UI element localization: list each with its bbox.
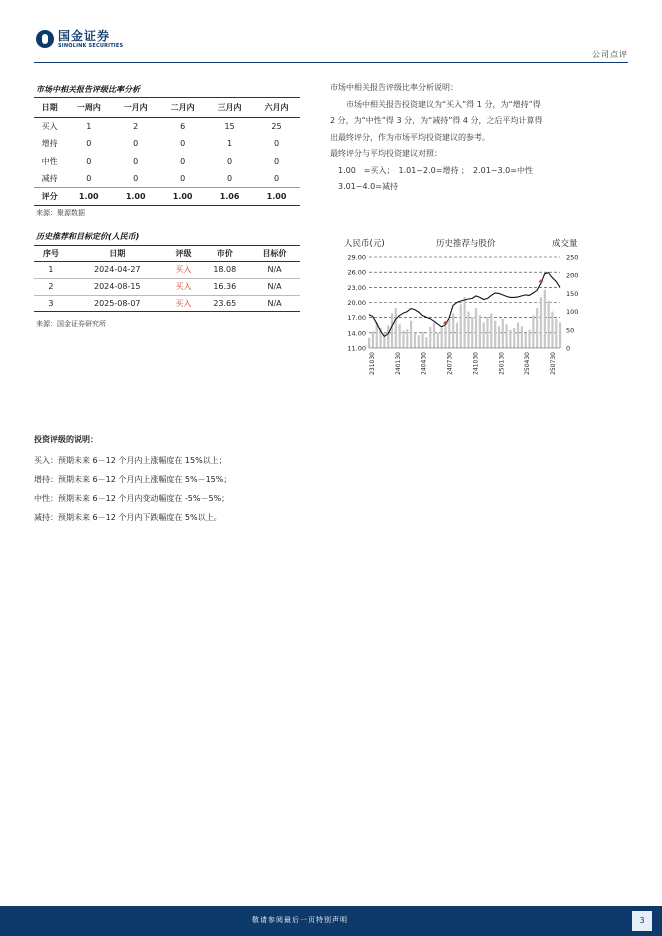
history-table-title: 历史推荐和目标定价(人民币)	[36, 232, 140, 241]
history-col-header: 评级	[167, 246, 201, 262]
volume-bar	[421, 332, 423, 348]
x-tick-label: 240730	[446, 352, 454, 375]
table-cell: 2024-08-15	[68, 278, 167, 295]
x-tick-label: 250730	[550, 352, 557, 375]
table-cell: 3	[48, 298, 54, 308]
rating-definition: 增持：预期未来 6－12 个月内上涨幅度在 5%－15%；	[34, 475, 232, 484]
header-divider	[34, 62, 628, 63]
table-cell: 0	[227, 174, 233, 184]
table-cell: 0	[133, 174, 139, 184]
volume-bar	[490, 313, 492, 348]
note-line: 2 分，为“中性”得 3 分，为“减持”得 4 分，之后平均计算得	[330, 116, 543, 125]
volume-bar	[444, 326, 446, 348]
logo-icon	[36, 30, 54, 48]
volume-bar	[540, 297, 542, 348]
rating-col-header: 二月内	[159, 98, 206, 118]
y-tick-label: 14.00	[347, 329, 366, 338]
volume-bar	[437, 333, 439, 348]
table-cell: 1.00	[65, 188, 112, 206]
table-cell: 1.06	[206, 188, 253, 206]
rating-explanation	[34, 430, 231, 527]
rating-table-title: 市场中相关报告评级比率分析	[36, 85, 140, 94]
rating-definition: 中性：预期未来 6－12 个月内变动幅度在 -5%－5%；	[34, 494, 230, 503]
table-cell: 0	[180, 156, 186, 166]
table-cell: 15	[224, 122, 235, 132]
y2-tick-label: 250	[566, 253, 579, 262]
volume-bar	[399, 324, 401, 348]
table-cell: 0	[86, 174, 92, 184]
volume-bar	[544, 290, 546, 348]
chart-canvas	[336, 232, 584, 382]
table-cell: N/A	[267, 298, 282, 308]
volume-bar	[517, 323, 519, 348]
table-cell: 评分	[34, 188, 65, 206]
y2-tick-label: 50	[566, 326, 575, 335]
rating-col-header: 一月内	[112, 98, 159, 118]
rating-col-header: 六月内	[253, 98, 300, 118]
table-row	[34, 188, 300, 206]
volume-bar	[448, 319, 450, 348]
history-table-source: 来源：国金证券研究所	[36, 320, 106, 328]
volume-bar	[471, 317, 473, 348]
volume-bar	[525, 333, 527, 348]
volume-bar	[376, 323, 378, 348]
table-cell: 增持	[41, 139, 58, 149]
table-cell: 买入	[175, 298, 192, 308]
volume-bar	[479, 315, 481, 348]
table-row	[34, 153, 300, 171]
table-cell: 23.65	[213, 298, 237, 308]
y2-tick-label: 150	[566, 289, 579, 298]
page-footer	[0, 906, 662, 936]
y2-tick-label: 200	[566, 271, 579, 280]
table-cell: 0	[273, 139, 280, 149]
table-row	[34, 278, 300, 295]
volume-bar	[536, 308, 538, 348]
note-line: 出最终评分，作为市场平均投资建议的参考。	[330, 132, 490, 142]
volume-bar	[506, 324, 508, 348]
volume-bar	[513, 328, 515, 348]
table-cell: 0	[133, 139, 139, 149]
volume-bar	[418, 335, 420, 348]
volume-bar	[528, 330, 530, 348]
history-recommendation-table	[34, 245, 300, 312]
x-tick-label: 231030	[369, 352, 376, 375]
table-cell: 0	[273, 156, 280, 166]
table-row	[34, 135, 300, 153]
table-cell: 0	[86, 156, 92, 166]
y2-tick-label: 0	[566, 344, 571, 353]
volume-bar	[483, 323, 485, 348]
table-cell: 0	[180, 174, 186, 184]
volume-bar	[410, 321, 412, 348]
table-row	[34, 262, 300, 279]
x-tick-label: 240430	[420, 352, 428, 375]
volume-bar	[532, 315, 534, 348]
volume-bar	[395, 308, 397, 348]
x-tick-label: 240130	[394, 352, 402, 375]
volume-bar	[414, 333, 416, 348]
volume-bar	[433, 323, 435, 348]
rating-ratio-table	[34, 97, 300, 206]
rating-table-source: 来源：聚源数据	[36, 209, 85, 217]
logo-name-cn: 国金证券	[58, 28, 111, 43]
table-cell: 16.36	[201, 278, 250, 295]
volume-bar	[548, 301, 550, 348]
volume-bar	[486, 317, 488, 348]
y-tick-label: 17.00	[347, 314, 366, 323]
table-cell: 买入	[41, 122, 58, 132]
table-cell: 1	[227, 139, 233, 149]
rating-definition: 买入：预期未来 6－12 个月内上涨幅度在 15%以上；	[34, 456, 227, 465]
rating-col-header: 一周内	[65, 98, 112, 118]
table-cell: 18.08	[201, 262, 250, 279]
table-cell: 买入	[167, 278, 201, 295]
y-tick-label: 29.00	[347, 253, 366, 262]
table-cell: 中性	[41, 156, 58, 166]
note-line: 市场中相关报告评级比率分析说明：	[330, 83, 458, 92]
rating-notes	[330, 80, 630, 196]
x-tick-label: 250430	[524, 352, 532, 375]
table-cell: 2024-04-27	[68, 262, 167, 279]
history-col-header: 市价	[201, 246, 250, 262]
volume-bar	[494, 321, 496, 348]
y-tick-label: 20.00	[347, 299, 366, 307]
y-tick-label: 23.00	[347, 283, 366, 292]
volume-bar	[509, 330, 511, 348]
volume-bar	[406, 329, 408, 348]
table-cell: 0	[227, 156, 233, 166]
table-cell: 6	[180, 122, 186, 132]
chart-y2-label: 成交量	[552, 239, 578, 249]
volume-bar	[551, 312, 553, 348]
note-line: 市场中相关报告投资建议为“买入”得 1 分，为“增持”得	[330, 99, 541, 109]
y-tick-label: 11.00	[347, 344, 366, 353]
logo-name-en: SINOLINK SECURITIES	[58, 42, 124, 49]
volume-bar	[475, 308, 477, 348]
volume-bar	[368, 338, 370, 348]
volume-bar	[467, 312, 469, 348]
footer-disclaimer: 敬请参阅最后一页特别声明	[252, 916, 348, 924]
table-cell: 减持	[41, 174, 58, 184]
x-tick-label: 241030	[472, 352, 480, 375]
volume-bar	[387, 325, 389, 348]
y-tick-label: 26.00	[347, 268, 366, 277]
table-cell: 1.00	[159, 188, 206, 206]
volume-bar	[456, 323, 458, 348]
volume-bar	[402, 331, 404, 348]
table-cell: 1.00	[253, 188, 300, 206]
table-cell: 2025-08-07	[94, 298, 141, 308]
x-tick-label: 250130	[498, 352, 506, 375]
page-number: 3	[632, 911, 652, 931]
chart-title: 历史推荐与股价	[436, 239, 496, 249]
table-cell: 2	[133, 122, 139, 132]
volume-bar	[441, 328, 443, 348]
table-cell: 2	[34, 278, 68, 295]
note-line: 1.00 =买入； 1.01~2.0=增持 ； 2.01~3.0=中性	[330, 165, 533, 175]
rating-definition: 减持：预期未来 6－12 个月内下跌幅度在 5%以上。	[34, 513, 222, 522]
history-col-header: 日期	[68, 246, 167, 262]
volume-bar	[464, 297, 466, 348]
table-cell: 1.00	[112, 188, 159, 206]
table-cell: N/A	[249, 262, 300, 279]
price-history-chart	[336, 232, 584, 382]
volume-bar	[502, 319, 504, 348]
chart-y-label: 人民币(元)	[344, 239, 385, 249]
table-row	[34, 295, 300, 312]
volume-bar	[452, 313, 454, 348]
rating-col-header: 日期	[34, 98, 65, 118]
volume-bar	[521, 326, 523, 348]
table-row	[34, 118, 300, 136]
table-cell: 25	[271, 122, 282, 132]
y2-tick-label: 100	[566, 308, 579, 317]
note-line: 3.01~4.0=减持	[330, 182, 398, 191]
table-cell: 0	[180, 139, 186, 149]
table-cell: 买入	[167, 262, 201, 279]
rating-col-header: 三月内	[206, 98, 253, 118]
volume-bar	[498, 326, 500, 348]
volume-bar	[460, 304, 462, 348]
volume-bar	[559, 323, 561, 348]
volume-bar	[429, 327, 431, 348]
table-cell: 1	[34, 262, 68, 279]
company-logo	[36, 27, 123, 51]
volume-bar	[555, 319, 557, 348]
history-col-header: 序号	[34, 246, 68, 262]
table-cell: 0	[273, 174, 280, 184]
table-cell: 0	[133, 156, 139, 166]
history-col-header: 目标价	[249, 246, 300, 262]
table-cell: N/A	[249, 278, 300, 295]
table-cell: 1	[86, 122, 92, 132]
volume-bar	[425, 337, 427, 348]
rating-explanation-title: 投资评级的说明：	[34, 435, 98, 444]
volume-bar	[391, 313, 393, 348]
table-row	[34, 170, 300, 188]
table-cell: 0	[86, 139, 92, 149]
doc-type-label: 公司点评	[592, 50, 628, 59]
note-line: 最终评分与平均投资建议对照：	[330, 149, 442, 158]
volume-bar	[372, 332, 374, 348]
